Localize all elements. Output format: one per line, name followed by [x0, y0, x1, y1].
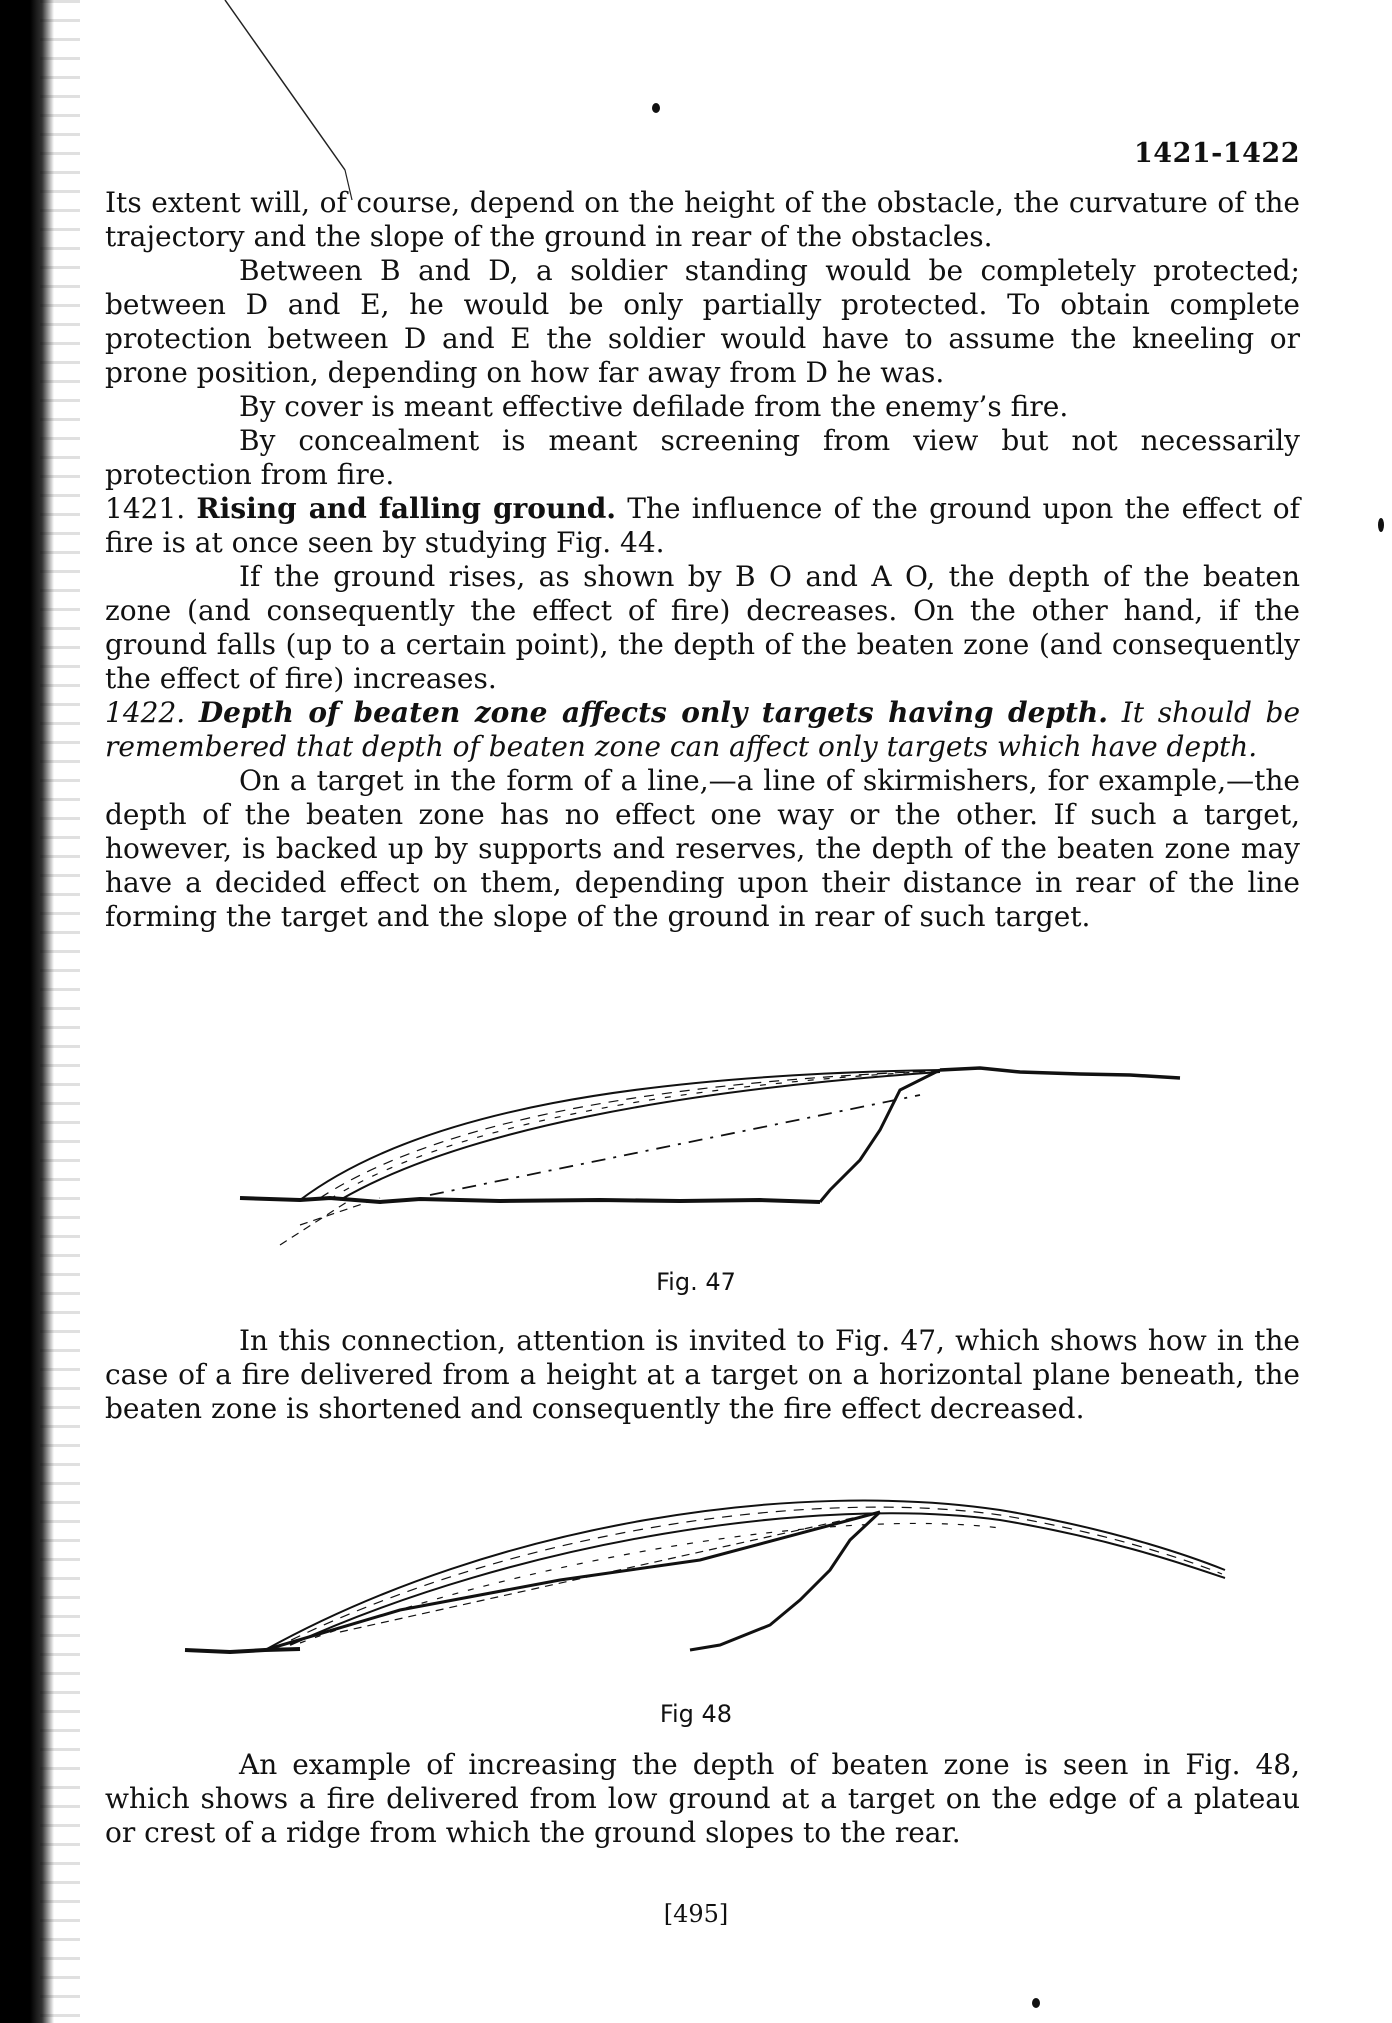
figure-48-diagram — [0, 1460, 1392, 1700]
page-number: [495] — [663, 1900, 729, 1928]
scan-speck — [1032, 1998, 1040, 2008]
ground-line — [185, 1649, 300, 1652]
section-1421 — [105, 492, 1300, 560]
paragraph: By cover is meant effective defilade from the enemy’s fire. — [239, 390, 1069, 423]
scan-speck — [652, 103, 660, 113]
paragraph: By concealment is meant screening from view but not necessarily protection from fire. — [105, 424, 1300, 491]
beaten-zone-hatch — [275, 1507, 1222, 1648]
paragraph: An example of increasing the depth of beaten zone is seen in Fig. 48, which shows a fire delivered from low ground at a target on the edge of a plateau or crest of a ridge from which the ground slopes to the rear. — [105, 1748, 1300, 1849]
trajectory-lower — [340, 1072, 940, 1200]
trajectory-upper — [300, 1070, 940, 1200]
section-body: It should be remembered that depth of beaten zone can affect only targets which have depth. — [105, 696, 1301, 763]
cliff-face — [820, 1070, 940, 1202]
section-number: 1421. — [105, 492, 186, 525]
page-range-header: 1421-1422 — [1134, 138, 1300, 169]
section-heading: Depth of beaten zone affects only targets having depth. — [198, 696, 1109, 729]
beaten-zone-hatch — [300, 1198, 380, 1225]
figure-47-diagram — [0, 1050, 1392, 1260]
scan-speck — [1378, 518, 1384, 532]
beaten-zone-hatch — [300, 1523, 1000, 1643]
paragraph: On a target in the form of a line,—a line of skirmishers, for example,—the depth of the beaten zone has no effect one way or the other. If such a target, however, is backed up by supports and reserves, the depth of the beaten zone may have a decided effect on them, depending upon their distance in rear of the line forming the target and the slope of the ground in rear of such target. — [105, 764, 1300, 933]
paragraph: In this connection, attention is invited to Fig. 47, which shows how in the case of a fire delivered from a height at a target on a horizontal plane beneath, the beaten zone is shortened and consequently the fire effect decreased. — [105, 1324, 1300, 1425]
section-body: The influence of the ground upon the effect of fire is at once seen by studying Fig. 44. — [105, 492, 1301, 559]
section-heading: Rising and falling ground. — [196, 492, 617, 525]
figure-48-text — [105, 1748, 1300, 1850]
text-block-top — [105, 186, 1300, 934]
trajectory-lower — [290, 1513, 1225, 1645]
ground-line — [240, 1198, 820, 1202]
paragraph: If the ground rises, as shown by B O and A O, the depth of the beaten zone (and consequently the effect of fire) decreases. On the other hand, if the ground falls (up to a certain point), the depth of the beaten zone (and consequently the effect of fire) increases. — [105, 560, 1300, 695]
section-number: 1422. — [105, 696, 186, 729]
paragraph: Its extent will, of course, depend on the height of the obstacle, the curvature of the trajectory and the slope of the ground in rear of the obstacles. — [105, 186, 1300, 253]
figure-47-caption: Fig. 47 — [656, 1268, 736, 1296]
slope-line — [265, 1512, 880, 1650]
figure-48-caption: Fig 48 — [659, 1700, 733, 1728]
section-1422 — [105, 696, 1300, 764]
plateau-line — [940, 1068, 1180, 1078]
figure-47-text — [105, 1324, 1300, 1426]
line-of-sight — [430, 1095, 920, 1195]
beaten-zone-hatch — [280, 1200, 350, 1245]
paragraph: Between B and D, a soldier standing would be completely protected; between D and E, he would be only partially protected. To obtain complete protection between D and E the soldier would have to assume the kneeling or prone position, depending on how far away from D he was. — [105, 254, 1300, 389]
